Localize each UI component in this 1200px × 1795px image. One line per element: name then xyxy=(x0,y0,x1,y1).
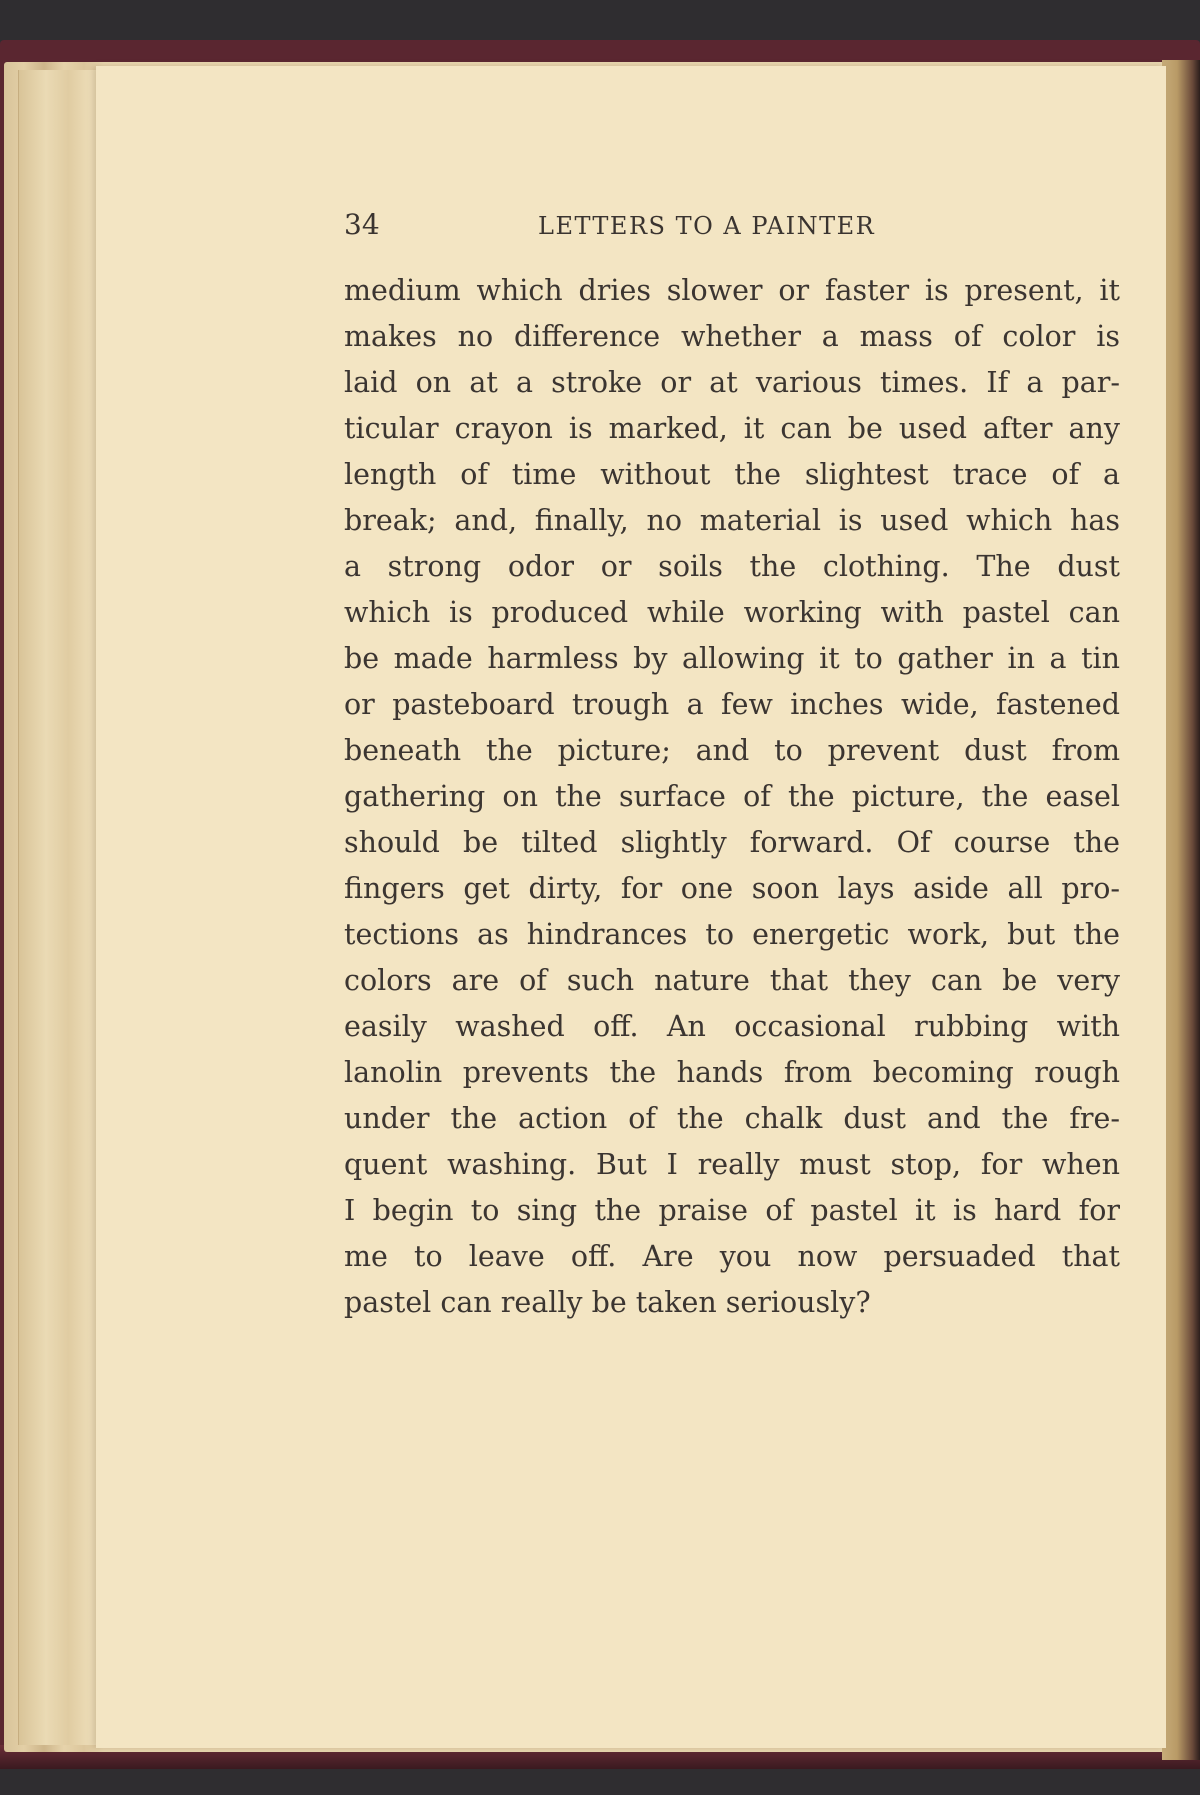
text-line: ticular crayon is marked, it can be used after any xyxy=(344,412,1120,445)
text-line: laid on at a stroke or at various times. If a par- xyxy=(344,366,1120,399)
text-line: medium which dries slower or faster is present, it xyxy=(344,274,1120,307)
text-line: a strong odor or soils the clothing. The dust xyxy=(344,550,1120,583)
text-line: colors are of such nature that they can be very xyxy=(344,964,1120,997)
text-line: quent washing. But I really must stop, for when xyxy=(344,1148,1120,1181)
text-line: gathering on the surface of the picture, the easel xyxy=(344,780,1120,813)
text-line: length of time without the slightest trace of a xyxy=(344,458,1120,491)
text-line-last: pastel can really be taken seriously? xyxy=(344,1286,871,1319)
text-line: beneath the picture; and to prevent dust from xyxy=(344,734,1120,767)
text-line: tections as hindrances to energetic work, but the xyxy=(344,918,1120,951)
text-line: I begin to sing the praise of pastel it is hard for xyxy=(344,1194,1120,1227)
text-line: be made harmless by allowing it to gather in a tin xyxy=(344,642,1120,675)
text-line: break; and, finally, no material is used which has xyxy=(344,504,1120,537)
running-head xyxy=(344,206,924,246)
text-line: easily washed off. An occasional rubbing with xyxy=(344,1010,1120,1043)
page-edge-right xyxy=(1162,60,1200,1760)
body-text xyxy=(344,268,1120,1326)
page-number: 34 xyxy=(344,208,380,241)
text-line: or pasteboard trough a few inches wide, fastened xyxy=(344,688,1120,721)
text-line: under the action of the chalk dust and the fre- xyxy=(344,1102,1120,1135)
text-line: which is produced while working with pastel can xyxy=(344,596,1120,629)
text-line: me to leave off. Are you now persuaded that xyxy=(344,1240,1120,1273)
running-head-title: LETTERS TO A PAINTER xyxy=(538,212,876,240)
text-line: makes no difference whether a mass of color is xyxy=(344,320,1120,353)
text-line: lanolin prevents the hands from becoming rough xyxy=(344,1056,1120,1089)
text-line: should be tilted slightly forward. Of course the xyxy=(344,826,1120,859)
text-line: fingers get dirty, for one soon lays aside all pro- xyxy=(344,872,1120,905)
